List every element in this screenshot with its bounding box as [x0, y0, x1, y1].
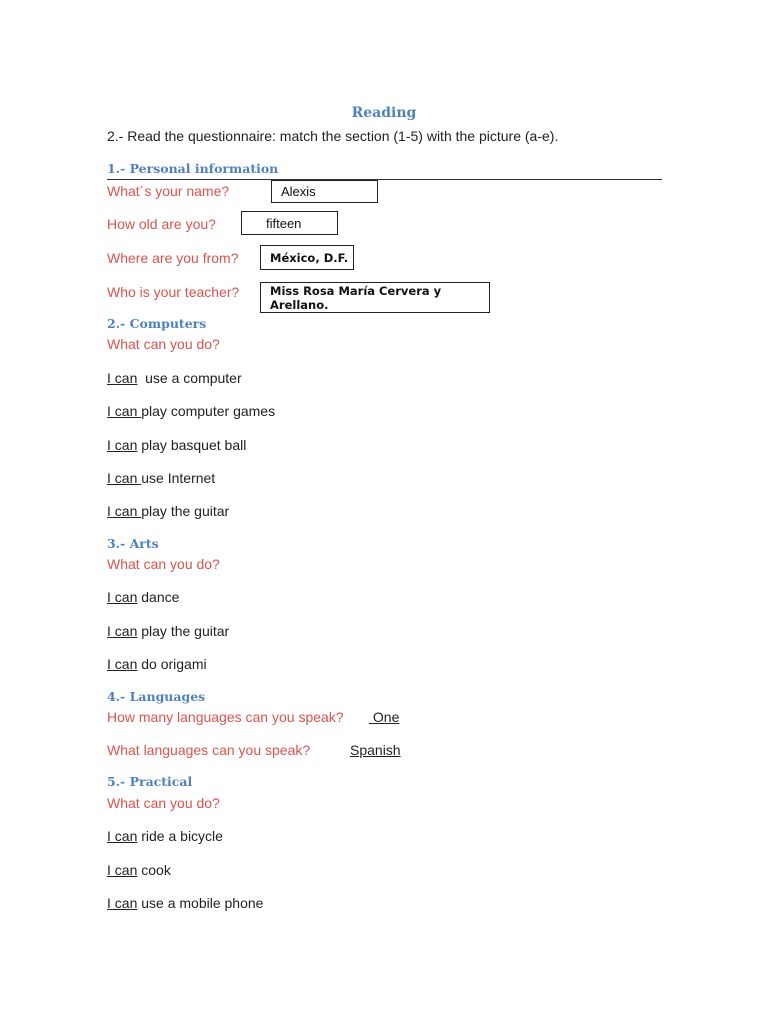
ican-label: I can — [107, 862, 138, 878]
item-text: play basquet ball — [137, 437, 247, 453]
answer-which-languages: Spanish — [350, 742, 401, 758]
item-text: use a computer — [137, 370, 242, 386]
item-text: play the guitar — [137, 623, 230, 639]
item-text: use Internet — [141, 470, 216, 486]
list-item — [107, 503, 229, 519]
list-item — [107, 656, 207, 672]
ican-label: I can — [107, 656, 138, 672]
ican-label: I can — [107, 503, 142, 519]
section-divider — [107, 179, 662, 180]
answer-how-many-languages: One — [369, 709, 400, 725]
section-heading-arts: 3.- Arts — [107, 536, 159, 551]
ican-label: I can — [107, 437, 138, 453]
question-age: How old are you? — [107, 216, 216, 232]
section-heading-computers: 2.- Computers — [107, 316, 207, 331]
page-title: Reading — [351, 105, 417, 121]
question-name: What´s your name? — [107, 183, 230, 199]
item-text: play the guitar — [141, 503, 230, 519]
list-item — [107, 895, 263, 911]
list-item — [107, 370, 242, 386]
section-heading-personal: 1.- Personal information — [107, 161, 279, 176]
question-practical: What can you do? — [107, 795, 220, 811]
list-item — [107, 623, 229, 639]
ican-label: I can — [107, 370, 138, 386]
question-arts: What can you do? — [107, 556, 220, 572]
answer-teacher-field[interactable]: Miss Rosa María Cervera y Arellano. — [260, 282, 490, 313]
ican-label: I can — [107, 623, 138, 639]
question-how-many-languages: How many languages can you speak? — [107, 709, 344, 725]
ican-label: I can — [107, 895, 138, 911]
answer-from-field[interactable]: México, D.F. — [260, 245, 354, 270]
ican-label: I can — [107, 403, 142, 419]
list-item — [107, 589, 179, 605]
list-item — [107, 403, 275, 419]
question-teacher: Who is your teacher? — [107, 284, 240, 300]
instruction-text: 2.- Read the questionnaire: match the section (1-5) with the picture (a-e). — [107, 128, 559, 144]
item-text: ride a bicycle — [137, 828, 223, 844]
list-item — [107, 437, 246, 453]
ican-label: I can — [107, 828, 138, 844]
section-heading-languages: 4.- Languages — [107, 689, 206, 704]
section-heading-practical: 5.- Practical — [107, 774, 193, 789]
ican-label: I can — [107, 589, 138, 605]
list-item — [107, 470, 215, 486]
question-computers: What can you do? — [107, 336, 220, 352]
ican-label: I can — [107, 470, 142, 486]
item-text: use a mobile phone — [137, 895, 264, 911]
answer-name-field[interactable]: Alexis — [271, 180, 378, 203]
item-text: cook — [137, 862, 171, 878]
answer-age-field[interactable]: fifteen — [241, 211, 338, 235]
list-item — [107, 862, 171, 878]
item-text: do origami — [137, 656, 207, 672]
list-item — [107, 828, 223, 844]
question-which-languages: What languages can you speak? — [107, 742, 311, 758]
item-text: play computer games — [141, 403, 276, 419]
item-text: dance — [137, 589, 180, 605]
question-from: Where are you from? — [107, 250, 239, 266]
